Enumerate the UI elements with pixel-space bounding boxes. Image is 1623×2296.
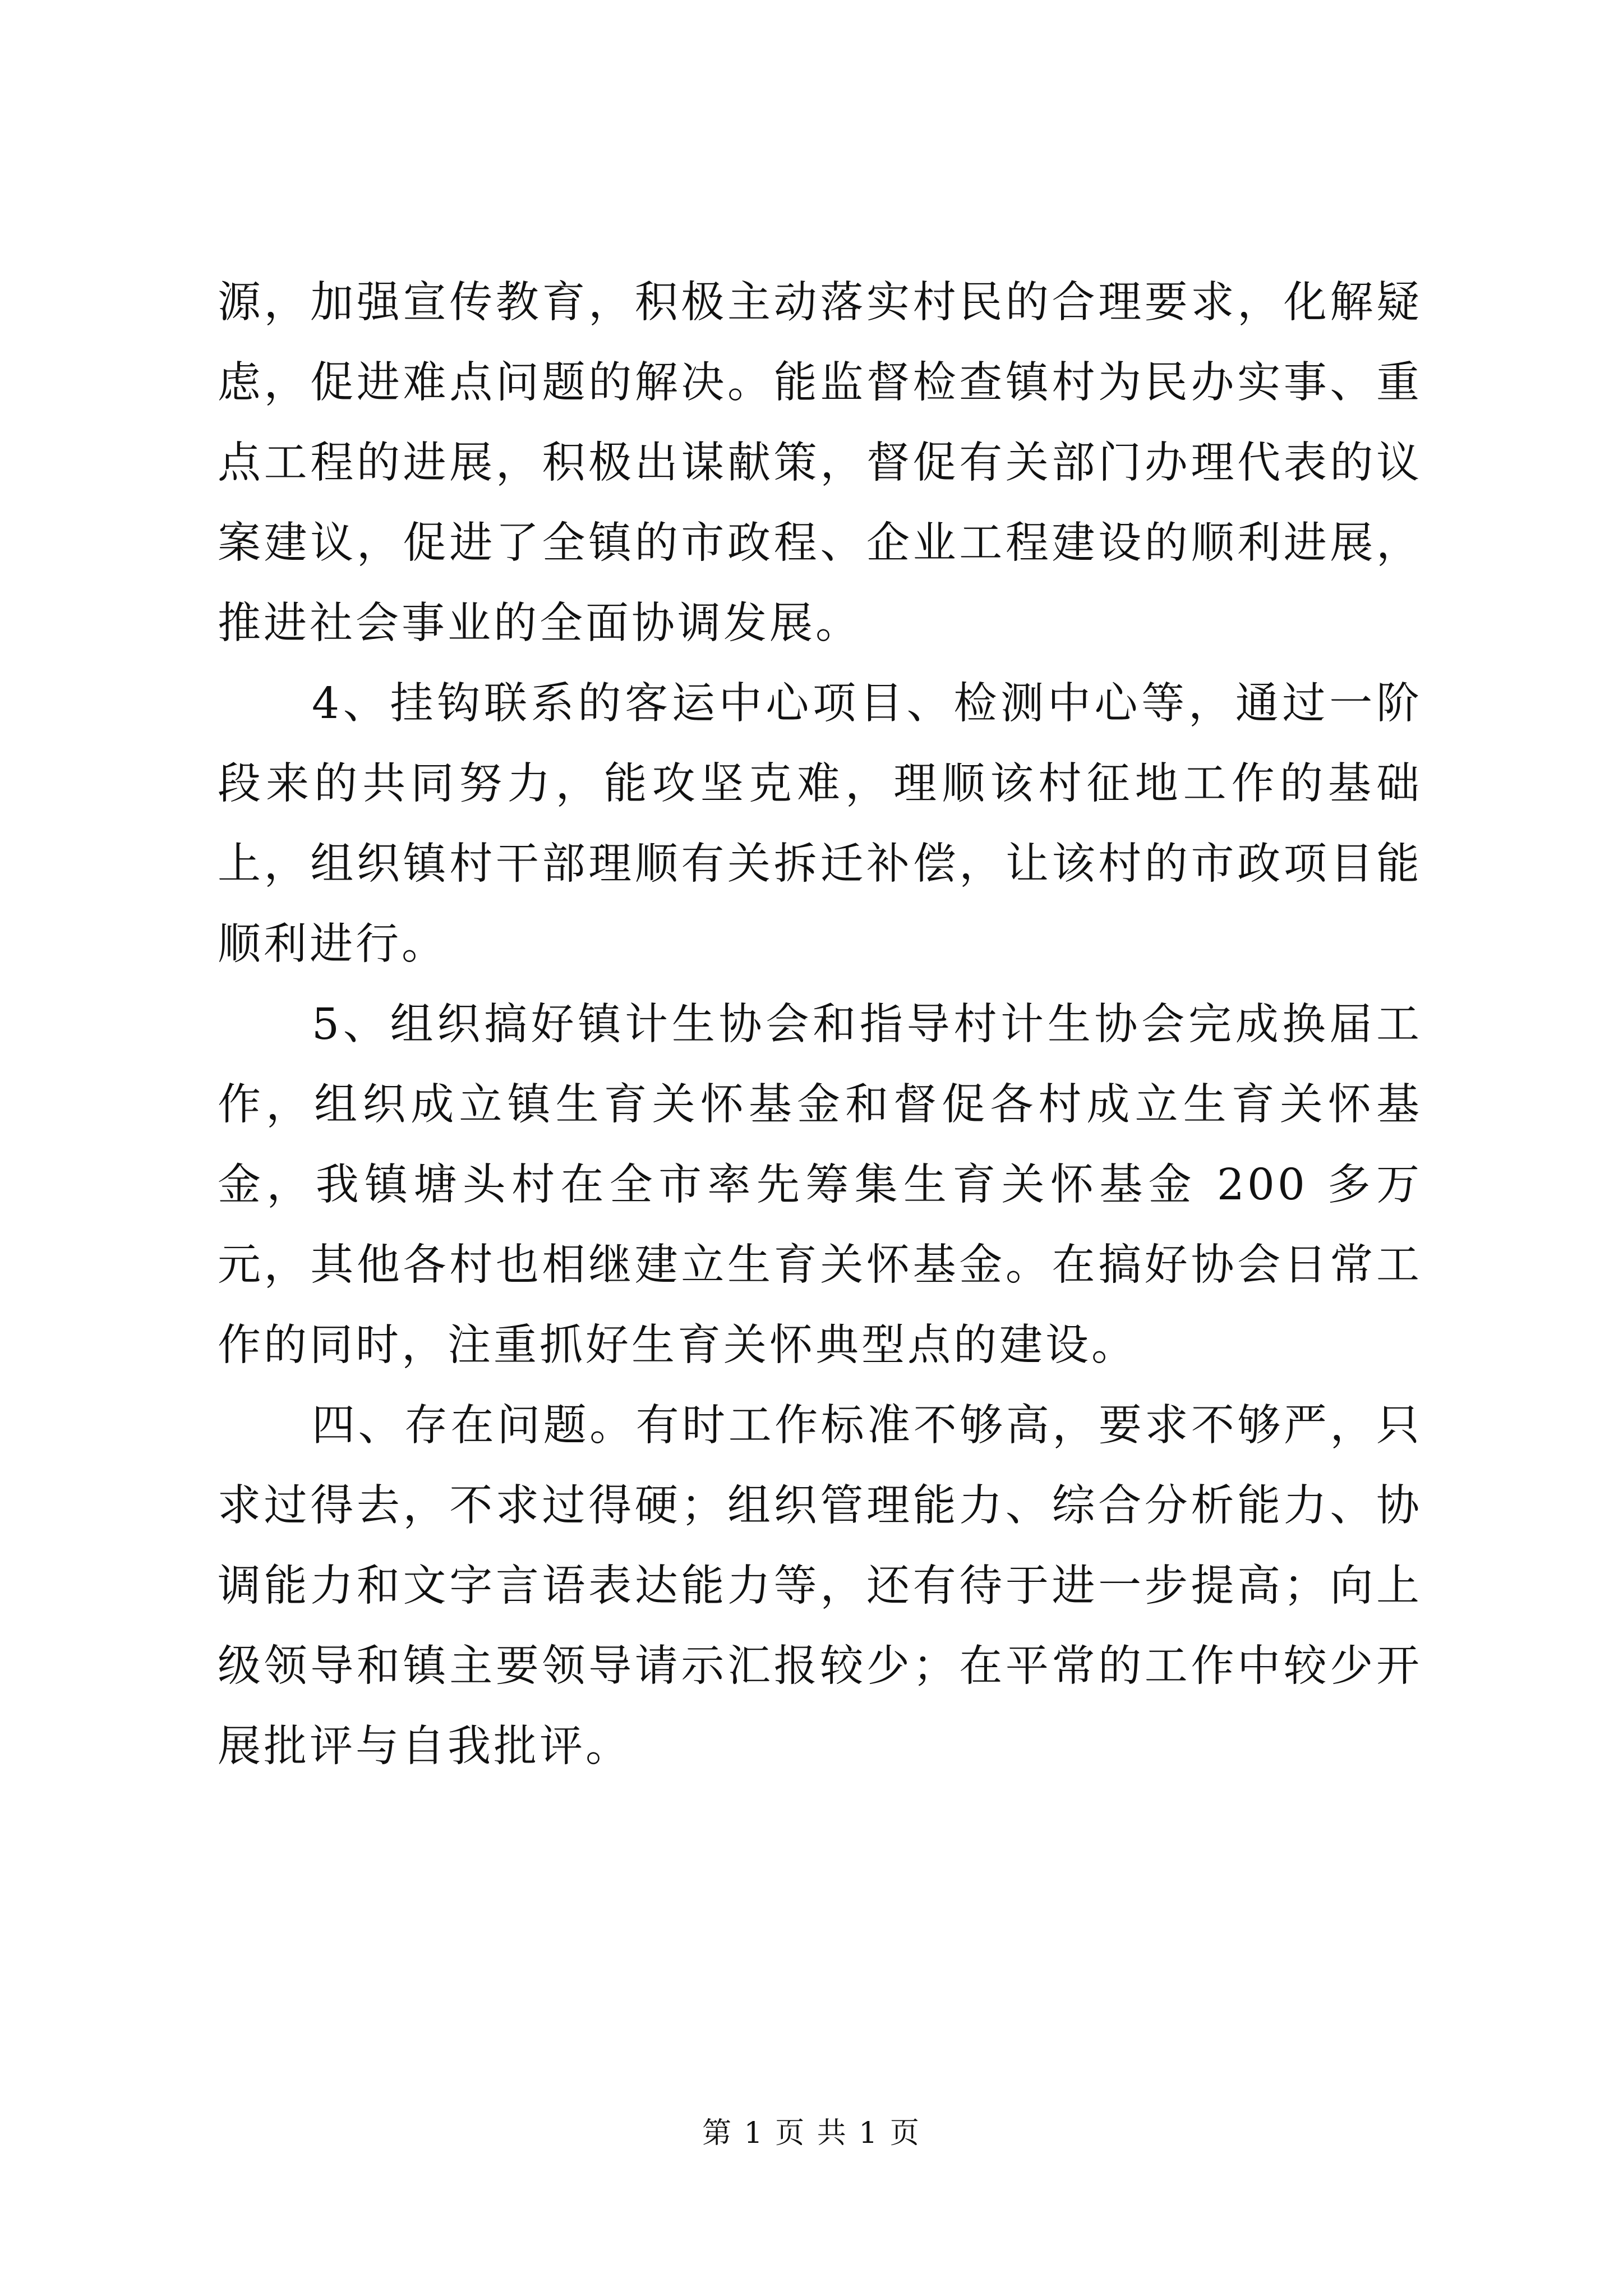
paragraph-item-4: 4、挂钩联系的客运中心项目、检测中心等，通过一阶段来的共同努力，能攻坚克难，理顺该村征地工作的基础上，组织镇村干部理顺有关拆迁补偿，让该村的市政项目能顺利进行。 (218, 679, 1422, 969)
paragraph-item-5: 5、组织搞好镇计生协会和指导村计生协会完成换届工作，组织成立镇生育关怀基金和督促各村成立生育关怀基金，我镇塘头村在全市率先筹集生育关怀基金 200 多万元，其他各村也相继建立生育关怀基金。在搞好协会日常工作的同时，注重抓好生育关怀典型点的建设。 (218, 1000, 1422, 1370)
document-body (218, 263, 1422, 1787)
paragraph-section-4-problems: 四、存在问题。有时工作标准不够高，要求不够严，只求过得去，不求过得硬；组织管理能力、综合分析能力、协调能力和文字言语表达能力等，还有待于进一步提高；向上级领导和镇主要领导请示汇报较少；在平常的工作中较少开展批评与自我批评。 (218, 1401, 1422, 1772)
page-footer: 第 1 页 共 1 页 (702, 2116, 921, 2150)
paragraph-continuation: 源，加强宣传教育，积极主动落实村民的合理要求，化解疑虑，促进难点问题的解决。能监督检查镇村为民办实事、重点工程的进展，积极出谋献策，督促有关部门办理代表的议案建议，促进了全镇的市政程、企业工程建设的顺利进展，推进社会事业的全面协调发展。 (218, 278, 1422, 648)
